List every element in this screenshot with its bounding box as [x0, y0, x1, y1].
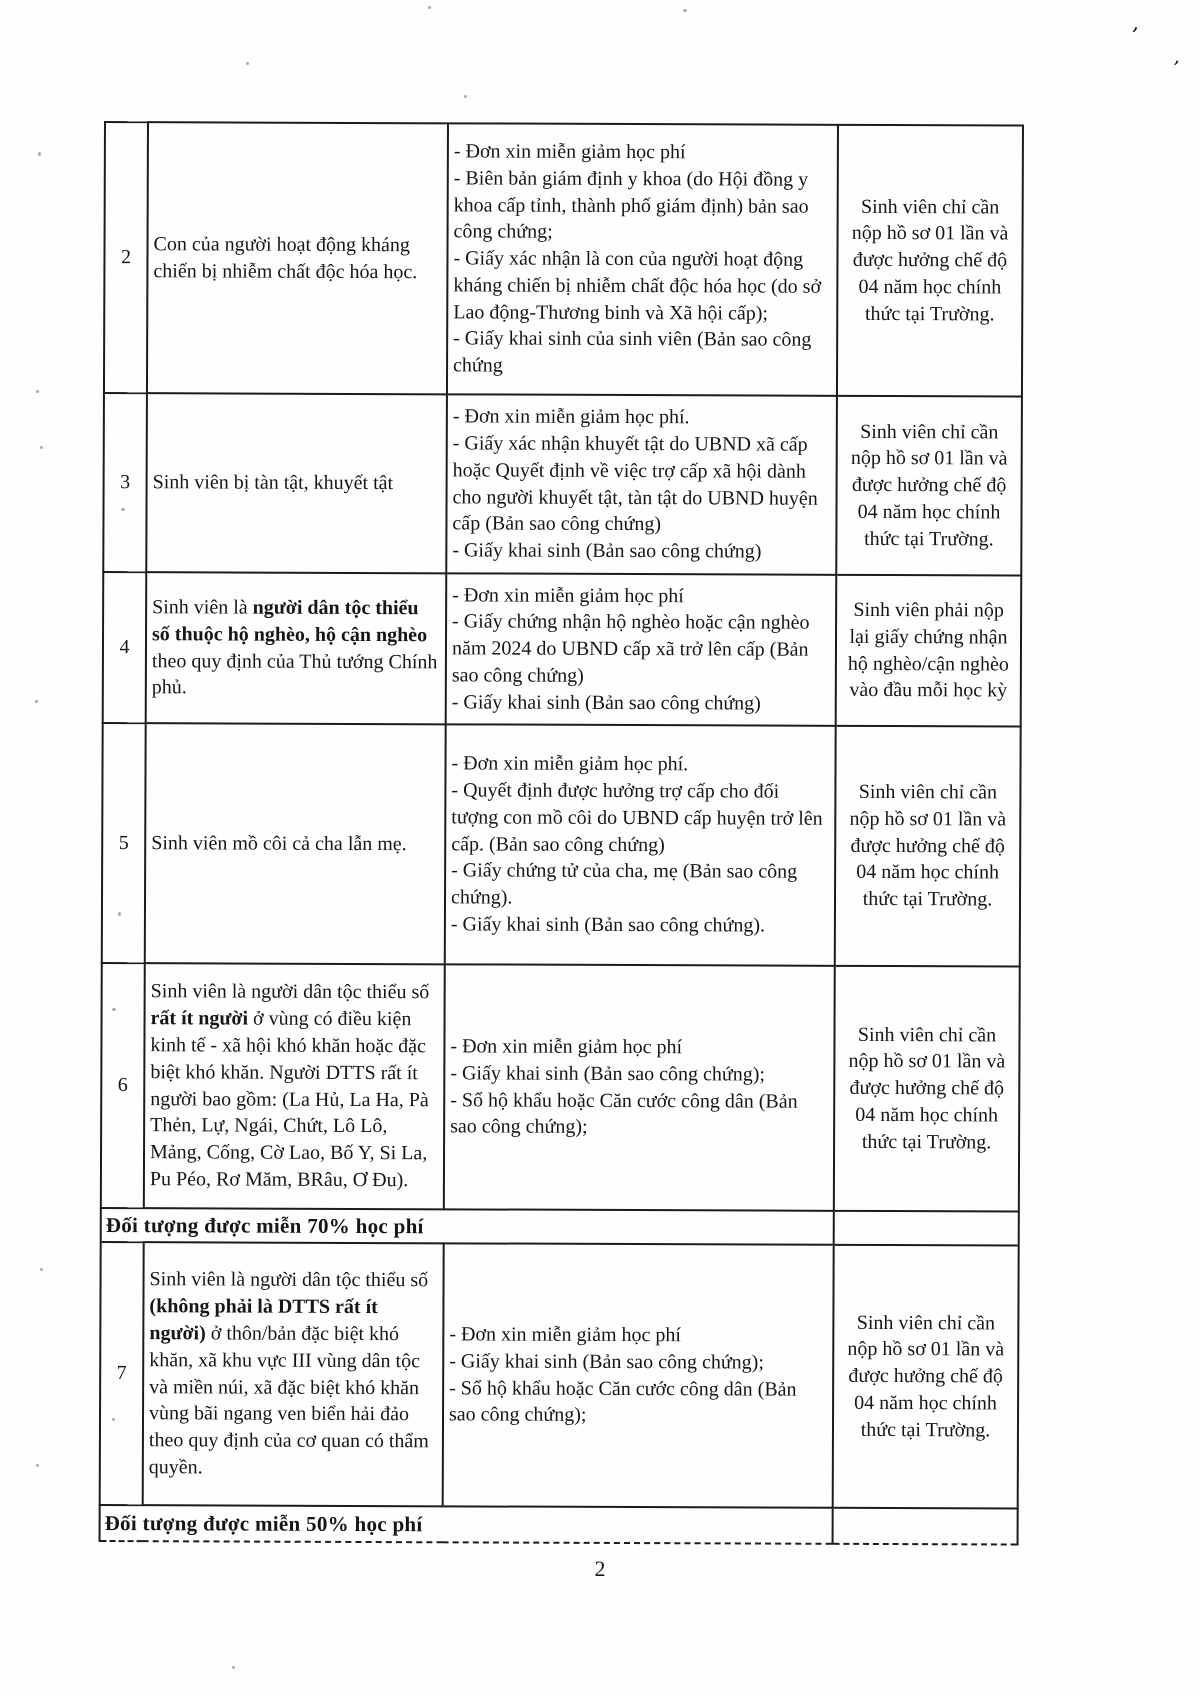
category-text-segment: Sinh viên bị tàn tật, khuyết tật	[152, 471, 394, 495]
table-row	[104, 122, 1023, 397]
document-item: - Đơn xin miễn giảm học phí	[452, 583, 684, 607]
pen-mark-artifact: ’	[1127, 23, 1140, 50]
category-cell	[144, 963, 445, 1209]
documents-cell	[443, 1243, 834, 1507]
documents-cell	[444, 964, 835, 1210]
document-item: - Sổ hộ khẩu hoặc Căn cước công dân (Bản sao công chứng);	[448, 1376, 797, 1427]
document-item: - Đơn xin miễn giảm học phí	[450, 1035, 683, 1059]
document-item: - Biên bản giám định y khoa (do Hội đồng y khoa cấp tỉnh, thành phố giám định) bản sao công chứng;	[453, 167, 809, 244]
scan-speck	[246, 62, 249, 65]
document-item: - Đơn xin miễn giảm học phí.	[452, 405, 690, 429]
row-number-cell: 6	[101, 963, 145, 1208]
note-cell: Sinh viên chỉ cần nộp hồ sơ 01 lần và được hưởng chế độ 04 năm học chính thức tại Trường.	[833, 1245, 1019, 1509]
page-number: 2	[594, 1556, 606, 1581]
document-item: - Đơn xin miễn giảm học phí	[453, 140, 686, 164]
table-row	[100, 1242, 1019, 1509]
row-number-cell: 4	[103, 572, 147, 723]
document-item: - Giấy xác nhận khuyết tật do UBND xã cấp hoặc Quyết định về việc trợ cấp xã hội dành cho người khuyết tật, tàn tật do UBND huyện cấp (Bản sao công chứng)	[452, 432, 818, 536]
scan-speck	[40, 1268, 43, 1271]
scan-speck	[35, 700, 38, 703]
document-item: - Giấy khai sinh (Bản sao công chứng).	[450, 913, 766, 937]
documents-cell	[446, 394, 837, 574]
category-text-segment: (không phải là DTTS rất ít người)	[149, 1295, 378, 1345]
documents-cell	[447, 123, 838, 395]
row-number-cell: 3	[103, 393, 147, 572]
document-item: - Giấy khai sinh của sinh viên (Bản sao công chứng	[453, 327, 812, 377]
document-item: - Giấy xác nhận là con của người hoạt động kháng chiến bị nhiễm chất độc hóa học (do sở Lao động-Thương binh và Xã hội cấp);	[453, 247, 822, 325]
category-cell	[147, 122, 448, 394]
row-number-cell: 5	[102, 723, 146, 963]
document-item: - Giấy khai sinh (Bản sao công chứng);	[450, 1062, 766, 1086]
scan-speck	[232, 1666, 235, 1669]
tuition-exemption-table	[99, 121, 1024, 1546]
scan-speck	[40, 446, 43, 449]
pen-mark-artifact: ’	[1169, 55, 1181, 81]
note-cell: Sinh viên chỉ cần nộp hồ sơ 01 lần và được hưởng chế độ 04 năm học chính thức tại Trường.	[835, 726, 1021, 967]
table-row	[101, 963, 1020, 1212]
row-number-cell: 7	[100, 1242, 144, 1505]
note-cell: Sinh viên phải nộp lại giấy chứng nhận hộ nghèo/cận nghèo vào đầu mỗi học kỳ	[836, 575, 1022, 727]
scan-speck	[38, 152, 41, 156]
category-text-segment: Sinh viên mồ côi cả cha lẫn mẹ.	[151, 831, 407, 855]
note-cell: Sinh viên chỉ cần nộp hồ sơ 01 lần và được hưởng chế độ 04 năm học chính thức tại Trường.	[837, 125, 1023, 397]
scan-speck	[428, 6, 431, 9]
category-text-segment: Sinh viên là	[152, 596, 253, 619]
document-item: - Đơn xin miễn giảm học phí.	[451, 752, 689, 776]
scan-speck	[36, 390, 39, 393]
document-item: - Giấy khai sinh (Bản sao công chứng)	[451, 691, 761, 715]
category-text-segment: Sinh viên là người dân tộc thiểu số	[149, 1268, 429, 1292]
note-cell: Sinh viên chỉ cần nộp hồ sơ 01 lần và được hưởng chế độ 04 năm học chính thức tại Trường.	[834, 966, 1020, 1212]
section-header-row	[100, 1505, 1018, 1545]
category-cell	[146, 572, 447, 724]
category-text-segment: ở thôn/bản đặc biệt khó khăn, xã khu vực III vùng dân tộc và miền núi, xã đặc biệt khó khăn vùng bãi ngang ven biển hải đảo theo quy định của cơ quan có thẩm quyền.	[148, 1322, 429, 1479]
category-text-segment: Sinh viên là người dân tộc thiểu số	[150, 980, 430, 1004]
document-item: - Giấy chứng tử của cha, mẹ (Bản sao công chứng).	[450, 859, 798, 909]
documents-cell	[446, 573, 837, 725]
document-item: - Giấy chứng nhận hộ nghèo hoặc cận nghèo năm 2024 do UBND cấp xã trở lên cấp (Bản sao công chứng)	[451, 610, 810, 687]
document-item: - Giấy khai sinh (Bản sao công chứng)	[452, 539, 762, 563]
row-number-cell: 2	[104, 122, 148, 393]
table-row	[103, 572, 1022, 727]
scan-speck	[464, 95, 467, 98]
table-row	[102, 723, 1021, 967]
category-text-segment: ở vùng có điều kiện kinh tế - xã hội khó khăn hoặc đặc biệt khó khăn. Người DTTS rất ít người bao gồm: (La Hủ, La Ha, Pà Thẻn, Lự, Ngái, Chứt, Lô Lô, Mảng, Cống, Cờ Lao, Bố Y, Si La, Pu Péo, Rơ Măm, BRâu, Ơ Đu).	[149, 1007, 429, 1192]
section-header-empty-cell	[834, 1211, 1019, 1246]
document-item: - Sổ hộ khẩu hoặc Căn cước công dân (Bản sao công chứng);	[450, 1088, 798, 1139]
category-text-segment: rất ít người	[150, 1007, 249, 1030]
category-cell	[145, 723, 446, 964]
section-header-empty-cell	[833, 1508, 1018, 1545]
category-text-segment: theo quy định của Thủ tướng Chính phủ.	[151, 649, 438, 699]
category-cell	[143, 1242, 444, 1506]
document-item: - Đơn xin miễn giảm học phí	[449, 1323, 682, 1347]
table-row	[103, 393, 1022, 576]
category-cell	[146, 393, 447, 573]
category-text-segment: người dân tộc thiểu số thuộc hộ nghèo, hộ cận nghèo	[151, 596, 428, 646]
note-cell: Sinh viên chỉ cần nộp hồ sơ 01 lần và được hưởng chế độ 04 năm học chính thức tại Trường.	[836, 396, 1022, 576]
document-item: - Quyết định được hưởng trợ cấp cho đối tượng con mồ côi do UBND cấp huyện trở lên cấp. (Bản sao công chứng)	[451, 779, 823, 856]
documents-cell	[445, 724, 836, 965]
scan-speck	[36, 1464, 39, 1467]
scan-speck	[683, 9, 687, 12]
section-header-label: Đối tượng được miễn 50% học phí	[100, 1505, 833, 1544]
table-body	[100, 122, 1023, 1545]
section-header-row	[101, 1208, 1019, 1246]
document-item: - Giấy khai sinh (Bản sao công chứng);	[449, 1350, 764, 1374]
category-text-segment: Con của người hoạt động kháng chiến bị nhiễm chất độc hóa học.	[153, 232, 418, 283]
section-header-label: Đối tượng được miễn 70% học phí	[101, 1208, 834, 1245]
